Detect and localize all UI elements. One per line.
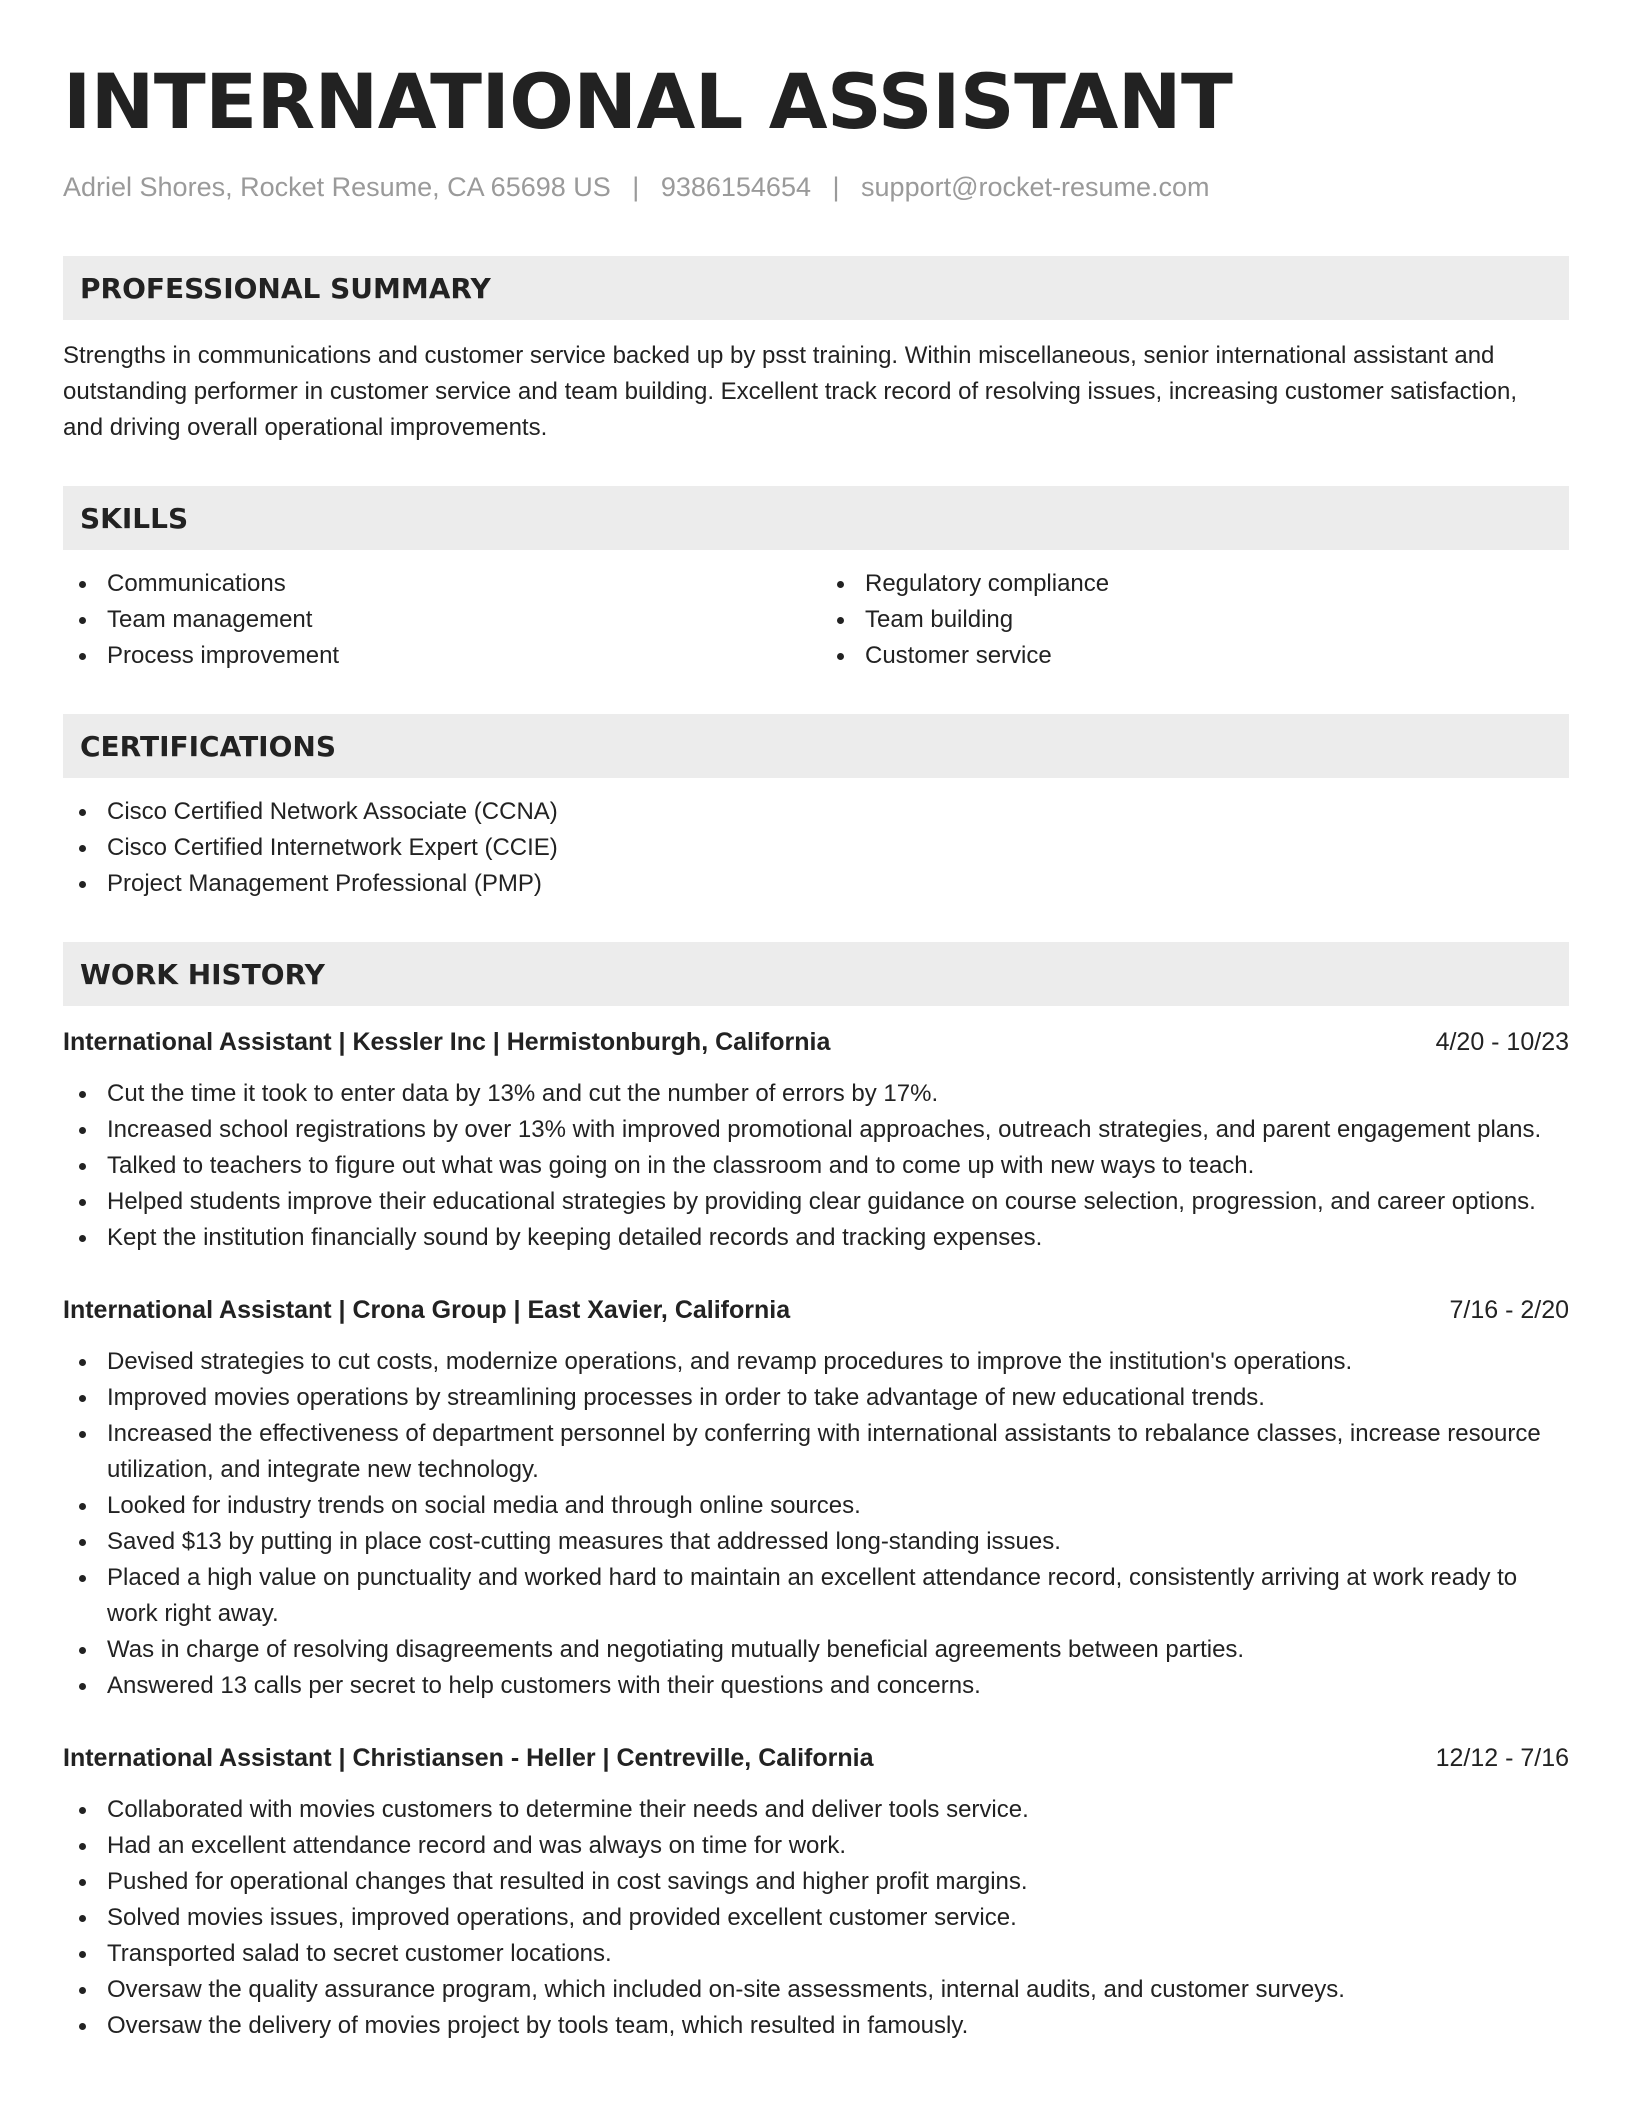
job-header <box>63 1740 1569 1776</box>
job-bullet: Kept the institution financially sound by keeping detailed records and tracking expenses. <box>63 1220 1569 1256</box>
certifications-heading: CERTIFICATIONS <box>63 714 1569 778</box>
job-bullets <box>63 1076 1569 1256</box>
contact-line <box>63 170 1569 204</box>
skill-item: Team management <box>63 602 816 638</box>
skill-item: Communications <box>63 566 816 602</box>
job-bullet: Increased the effectiveness of department personnel by conferring with international assistants to rebalance classes, increase resource utilization, and integrate new technology. <box>63 1416 1569 1488</box>
contact-email[interactable]: support@rocket-resume.com <box>861 172 1210 202</box>
job-bullet: Solved movies issues, improved operations, and provided excellent customer service. <box>63 1900 1569 1936</box>
job-dates: 12/12 - 7/16 <box>1435 1744 1569 1772</box>
job-bullet: Oversaw the delivery of movies project by tools team, which resulted in famously. <box>63 2008 1569 2044</box>
job-header <box>63 1024 1569 1060</box>
skills-list-left <box>63 566 816 674</box>
contact-address: Adriel Shores, Rocket Resume, CA 65698 US <box>63 172 611 202</box>
job-bullet: Cut the time it took to enter data by 13% and cut the number of errors by 17%. <box>63 1076 1569 1112</box>
skills-grid <box>63 566 1569 674</box>
job-title: International Assistant | Crona Group | East Xavier, California <box>63 1296 791 1324</box>
job-bullets <box>63 1344 1569 1704</box>
job-bullet: Looked for industry trends on social media and through online sources. <box>63 1488 1569 1524</box>
job-bullet: Improved movies operations by streamlining processes in order to take advantage of new educational trends. <box>63 1380 1569 1416</box>
job-bullet: Answered 13 calls per secret to help customers with their questions and concerns. <box>63 1668 1569 1704</box>
job-bullet: Oversaw the quality assurance program, which included on-site assessments, internal audits, and customer surveys. <box>63 1972 1569 2008</box>
certification-item: Cisco Certified Internetwork Expert (CCIE) <box>63 830 1569 866</box>
job-dates: 7/16 - 2/20 <box>1449 1296 1569 1324</box>
skill-item: Team building <box>821 602 1569 638</box>
job-bullet: Increased school registrations by over 13% with improved promotional approaches, outreach strategies, and parent engagement plans. <box>63 1112 1569 1148</box>
job-bullet: Devised strategies to cut costs, modernize operations, and revamp procedures to improve the institution's operations. <box>63 1344 1569 1380</box>
job-title: International Assistant | Christiansen - Heller | Centreville, California <box>63 1744 874 1772</box>
job-title: International Assistant | Kessler Inc | Hermistonburgh, California <box>63 1028 831 1056</box>
contact-phone: 9386154654 <box>660 172 811 202</box>
candidate-name: INTERNATIONAL ASSISTANT <box>63 57 1233 146</box>
skill-item: Customer service <box>821 638 1569 674</box>
skill-item: Process improvement <box>63 638 816 674</box>
certification-item: Project Management Professional (PMP) <box>63 866 1569 902</box>
certification-item: Cisco Certified Network Associate (CCNA) <box>63 794 1569 830</box>
skill-item: Regulatory compliance <box>821 566 1569 602</box>
job-bullet: Placed a high value on punctuality and worked hard to maintain an excellent attendance record, consistently arriving at work ready to work right away. <box>63 1560 1569 1632</box>
summary-text: Strengths in communications and customer service backed up by psst training. Within miscellaneous, senior international assistant and outstanding performer in customer service and team building. Excellent track record of resolving issues, increasing customer satisfaction, and driving overall operational improvements. <box>63 342 1518 441</box>
job-header <box>63 1292 1569 1328</box>
work-history-heading: WORK HISTORY <box>63 942 1569 1006</box>
job-bullet: Transported salad to secret customer locations. <box>63 1936 1569 1972</box>
summary-heading: PROFESSIONAL SUMMARY <box>63 256 1569 320</box>
job-bullet: Helped students improve their educational strategies by providing clear guidance on course selection, progression, and career options. <box>63 1184 1569 1220</box>
job-bullet: Collaborated with movies customers to determine their needs and deliver tools service. <box>63 1792 1569 1828</box>
skills-heading: SKILLS <box>63 486 1569 550</box>
job-bullet: Talked to teachers to figure out what was going on in the classroom and to come up with new ways to teach. <box>63 1148 1569 1184</box>
contact-separator: | <box>632 172 640 202</box>
job-dates: 4/20 - 10/23 <box>1435 1028 1569 1056</box>
job-bullets <box>63 1792 1569 2044</box>
job-bullet: Saved $13 by putting in place cost-cutting measures that addressed long-standing issues. <box>63 1524 1569 1560</box>
job-bullet: Had an excellent attendance record and was always on time for work. <box>63 1828 1569 1864</box>
skills-list-right <box>816 566 1569 674</box>
certifications-list <box>63 794 1569 902</box>
job-bullet: Was in charge of resolving disagreements and negotiating mutually beneficial agreements between parties. <box>63 1632 1569 1668</box>
contact-separator: | <box>832 172 840 202</box>
job-bullet: Pushed for operational changes that resulted in cost savings and higher profit margins. <box>63 1864 1569 1900</box>
